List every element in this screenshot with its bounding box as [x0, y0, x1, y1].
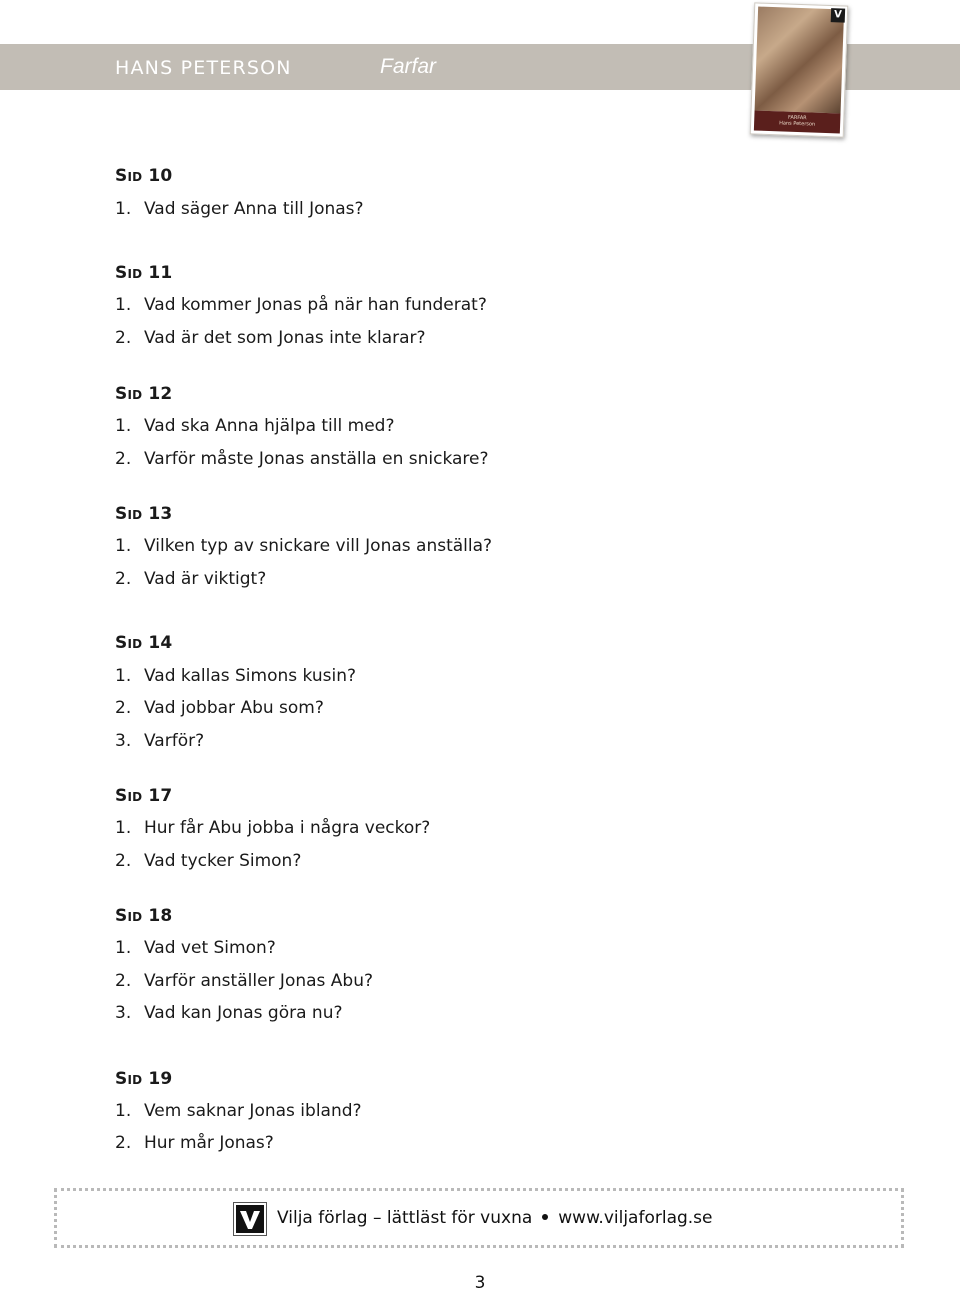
footer-box: [54, 1188, 904, 1248]
cover-photo: [755, 7, 845, 114]
question-item: 1. Vem saknar Jonas ibland?: [115, 1101, 362, 1121]
page-number: 3: [474, 1273, 486, 1293]
question-item: 2. Hur mår Jonas?: [115, 1133, 274, 1153]
cover-author: Hans Peterson: [779, 120, 816, 128]
vilja-logo-icon: [233, 1202, 267, 1236]
question-item: 2. Varför anställer Jonas Abu?: [115, 971, 374, 991]
bullet-dot-icon: [542, 1214, 548, 1220]
publisher-name: Vilja förlag – lättläst för vuxna: [277, 1208, 533, 1228]
section-heading: Sid 18: [115, 906, 173, 926]
section-heading: Sid 13: [115, 504, 173, 524]
cover-title: FARFAR: [787, 114, 807, 122]
section-heading: Sid 14: [115, 633, 173, 653]
question-item: 3. Vad kan Jonas göra nu?: [115, 1003, 343, 1023]
question-item: 1. Vad vet Simon?: [115, 938, 276, 958]
question-item: 2. Vad är viktigt?: [115, 569, 267, 589]
question-item: 1. Hur får Abu jobba i några veckor?: [115, 818, 431, 838]
section-heading: Sid 17: [115, 786, 173, 806]
question-item: 2. Vad jobbar Abu som?: [115, 698, 324, 718]
question-item: 2. Vad tycker Simon?: [115, 851, 302, 871]
question-item: 1. Vilken typ av snickare vill Jonas anställa?: [115, 536, 493, 556]
publisher-website-link[interactable]: www.viljaforlag.se: [558, 1208, 713, 1228]
section-heading: Sid 11: [115, 263, 173, 283]
footer-text: [277, 1208, 713, 1228]
cover-title-band: [754, 110, 841, 133]
header-author: HANS PETERSON: [115, 57, 292, 79]
section-heading: Sid 12: [115, 384, 173, 404]
question-item: 1. Vad ska Anna hjälpa till med?: [115, 416, 395, 436]
header-book-title: Farfar: [380, 55, 437, 78]
cover-logo: V: [831, 8, 845, 22]
section-heading: Sid 19: [115, 1069, 173, 1089]
section-heading: Sid 10: [115, 166, 173, 186]
question-item: 1. Vad kallas Simons kusin?: [115, 666, 356, 686]
question-item: 3. Varför?: [115, 731, 205, 751]
question-item: 1. Vad kommer Jonas på när han funderat?: [115, 295, 487, 315]
question-item: 2. Varför måste Jonas anställa en snickare?: [115, 449, 489, 469]
question-item: 1. Vad säger Anna till Jonas?: [115, 199, 364, 219]
book-cover-image: [750, 2, 849, 137]
question-item: 2. Vad är det som Jonas inte klarar?: [115, 328, 426, 348]
